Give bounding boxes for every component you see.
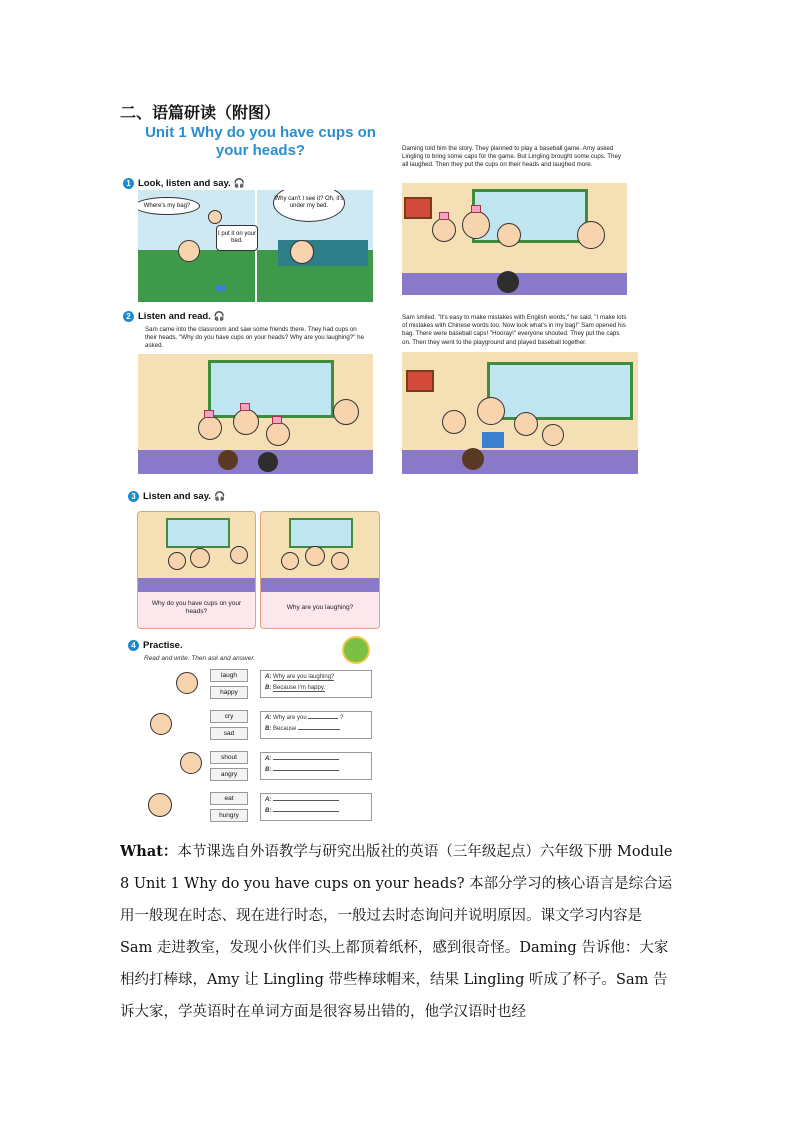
learning-tips-badge-icon xyxy=(342,636,370,664)
answer-box xyxy=(260,752,372,780)
word-box: angry xyxy=(210,768,248,781)
section-number: 1 xyxy=(123,178,134,189)
speech-bubble: Why can't I see it? Oh, it's under my bed. xyxy=(273,190,345,222)
word-box: eat xyxy=(210,792,248,805)
child-face-icon xyxy=(150,713,172,735)
answer-text: Because xyxy=(273,726,297,732)
word-box: hungry xyxy=(210,809,248,822)
speaker-label: B: xyxy=(265,808,272,814)
child-face-icon xyxy=(180,752,202,774)
section-number: 3 xyxy=(128,491,139,502)
word-box: cry xyxy=(210,710,248,723)
word-box: happy xyxy=(210,686,248,699)
section-title-text: Practise. xyxy=(143,640,183,651)
speaker-label: A: xyxy=(265,756,272,762)
answer-box xyxy=(260,793,372,821)
headphones-icon: 🎧 xyxy=(233,178,245,188)
speaker-label: A: xyxy=(265,797,272,803)
story-paragraph: Daming told him the story. They planned to play a baseball game. Amy asked Lingling to bring some caps for the game. But Lingling brought some cups. They all laughed. Then they put the cups on their heads and laughed more. xyxy=(402,145,621,169)
speaker-label: B: xyxy=(265,726,272,732)
section-title: 二、语篇研读（附图） xyxy=(120,103,281,122)
speech-bubble: Where's my bag? xyxy=(138,197,200,215)
practise-row xyxy=(148,709,373,745)
headphones-icon: 🎧 xyxy=(213,311,226,321)
answer-box xyxy=(260,711,372,739)
question-mark: ? xyxy=(340,715,344,721)
practise-row xyxy=(148,668,373,704)
card-caption: Why do you have cups on your heads? xyxy=(151,600,242,615)
what-paragraph xyxy=(120,836,676,1028)
answer-text: Why are you xyxy=(273,715,307,721)
word-box: sad xyxy=(210,727,248,740)
answer-box xyxy=(260,670,372,698)
child-face-icon xyxy=(176,672,198,694)
what-text: 本节课选自外语教学与研究出版社的英语（三年级起点）六年级下册 Module 8 Unit 1 Why do you have cups on your heads? 本部分学习的核心语言是综合运用一般现在时态、现在进行时态，一般过去时态询问并说明原因。课文学习内容是 Sam 走进教室，发现小伙伴们头上都顶着纸杯，感到很奇怪。Daming 告诉他：大家相约打棒球，Amy 让 Lingling 带些棒球帽来，结果 Lingling 听成了杯子。Sam 告诉大家，学英语时在单词方面是很容易出错的，他学汉语时也经 xyxy=(120,844,673,1020)
answer-text: Why are you laughing? xyxy=(273,674,335,680)
story-paragraph: Sam came into the classroom and saw some friends there. They had cups on their heads. "Why do you have cups on your heads? Why are you laughing?" he asked. xyxy=(145,326,365,350)
section-title-text: Listen and read. xyxy=(138,311,211,322)
speaker-label: A: xyxy=(265,674,272,680)
speaker-label: B: xyxy=(265,685,272,691)
section-title-text: Listen and say. xyxy=(143,491,211,502)
headphones-icon: 🎧 xyxy=(213,491,226,501)
answer-text: Because I'm happy. xyxy=(273,685,326,691)
section-1-illustration xyxy=(138,190,373,302)
speaker-label: A: xyxy=(265,715,272,721)
section-title-text: Look, listen and say. xyxy=(138,178,231,189)
section-4-header xyxy=(128,640,183,651)
speech-bubble: I put it on your bed. xyxy=(216,225,258,251)
speaker-label: B: xyxy=(265,767,272,773)
classroom-illustration xyxy=(402,352,638,474)
practise-row xyxy=(148,791,373,827)
word-box: laugh xyxy=(210,669,248,682)
practise-row xyxy=(148,750,373,786)
story-paragraph: Sam smiled. "It's easy to make mistakes with English words," he said. "I make lots of mistakes with Chinese words too. Now look what's in my bag!" Sam opened his bag. There were baseball caps! "Hooray!" everyone shouted. They put the caps on. Then they went to the playground and played baseball together. xyxy=(402,314,627,346)
practise-instruction: Read and write. Then ask and answer. xyxy=(144,655,256,662)
card-caption: Why are you laughing? xyxy=(286,604,354,611)
unit-title: Unit 1 Why do you have cups on your heads? xyxy=(145,124,376,159)
word-box: shout xyxy=(210,751,248,764)
section-number: 4 xyxy=(128,640,139,651)
section-3-header xyxy=(128,491,225,502)
say-card xyxy=(260,511,380,629)
section-2-header xyxy=(123,311,225,322)
section-number: 2 xyxy=(123,311,134,322)
classroom-illustration xyxy=(402,183,627,295)
classroom-illustration xyxy=(138,354,373,474)
section-1-header xyxy=(123,178,245,189)
child-face-icon xyxy=(148,793,172,817)
say-card xyxy=(137,511,256,629)
what-label: What： xyxy=(120,843,178,860)
